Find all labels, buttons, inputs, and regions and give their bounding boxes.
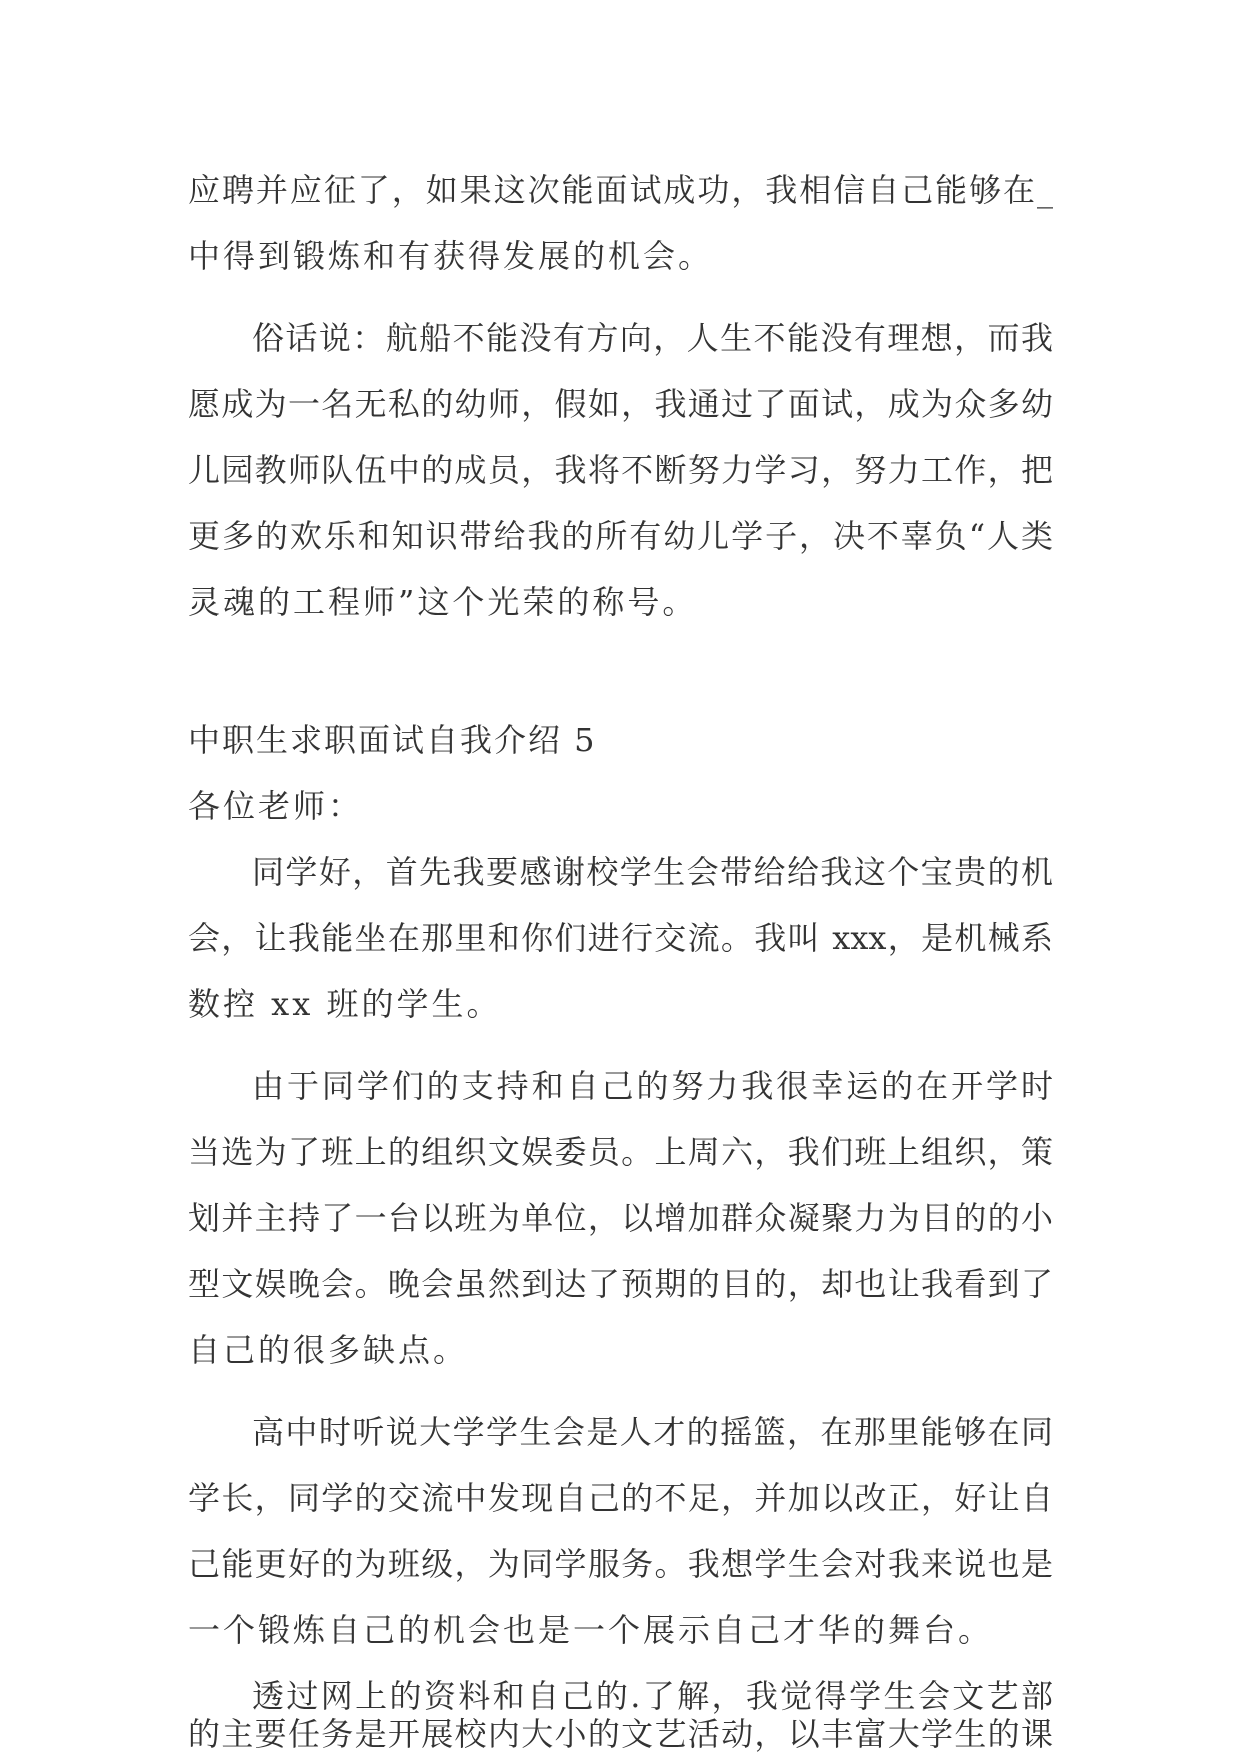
text-line: 自己的很多缺点。 <box>188 1331 469 1369</box>
text-line: 高中时听说大学学生会是人才的摇篮，在那里能够在同 <box>252 1413 1053 1451</box>
text-line: 数控 xx 班的学生。 <box>188 985 502 1023</box>
text-line: 更多的欢乐和知识带给我的所有幼儿学子，决不辜负“人类 <box>188 517 1053 555</box>
text-line: 愿成为一名无私的幼师，假如，我通过了面试，成为众多幼 <box>188 385 1053 423</box>
text-line: 应聘并应征了，如果这次能面试成功，我相信自己能够在_ <box>188 171 1053 209</box>
text-line: 透过网上的资料和自己的.了解，我觉得学生会文艺部 <box>252 1677 1053 1715</box>
text-line: 儿园教师队伍中的成员，我将不断努力学习，努力工作，把 <box>188 451 1053 489</box>
text-line: 同学好，首先我要感谢校学生会带给给我这个宝贵的机 <box>252 853 1053 891</box>
text-line: 灵魂的工程师”这个光荣的称号。 <box>188 583 698 621</box>
text-line: 的主要任务是开展校内大小的文艺活动，以丰富大学生的课 <box>188 1715 1053 1753</box>
text-line: 中得到锻炼和有获得发展的机会。 <box>188 237 714 275</box>
text-line: 学长，同学的交流中发现自己的不足，并加以改正，好让自 <box>188 1479 1053 1517</box>
text-line: 型文娱晚会。晚会虽然到达了预期的目的，却也让我看到了 <box>188 1265 1053 1303</box>
text-line: 俗话说：航船不能没有方向，人生不能没有理想，而我 <box>252 319 1053 357</box>
section-heading: 中职生求职面试自我介绍 5 <box>188 721 597 759</box>
text-line: 一个锻炼自己的机会也是一个展示自己才华的舞台。 <box>188 1611 994 1649</box>
text-line: 会，让我能坐在那里和你们进行交流。我叫 xxx，是机械系 <box>188 919 1053 957</box>
text-line: 当选为了班上的组织文娱委员。上周六，我们班上组织，策 <box>188 1133 1053 1171</box>
salutation: 各位老师： <box>188 787 364 825</box>
text-line: 己能更好的为班级，为同学服务。我想学生会对我来说也是 <box>188 1545 1053 1583</box>
text-line: 划并主持了一台以班为单位，以增加群众凝聚力为目的的小 <box>188 1199 1053 1237</box>
text-line: 由于同学们的支持和自己的努力我很幸运的在开学时 <box>252 1067 1053 1105</box>
